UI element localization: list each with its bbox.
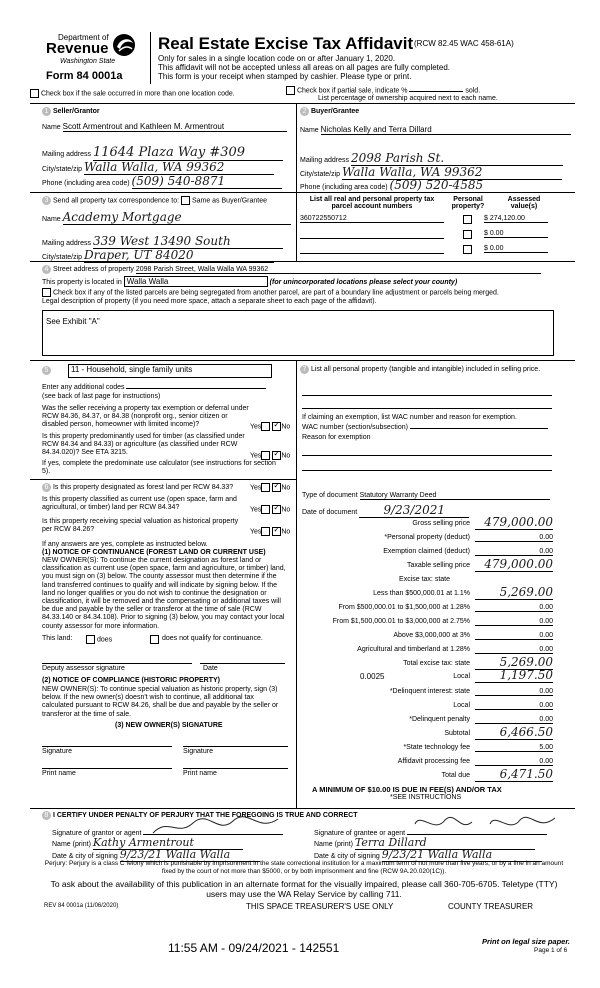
perjury-note: Perjury: Perjury is a class C felony which is punishable by imprisonment in the state correctional institution for a maximum term of not more than five years, or by a fine in an amount fixed by the court of not more than $5000, or by both imprisonment and fine (RCW 9A.20.020(1C)). bbox=[44, 860, 564, 875]
delinquent-state-field[interactable]: 0.00 bbox=[475, 688, 553, 696]
local-field[interactable]: 1,197.50 bbox=[475, 668, 553, 683]
delinquent-local-label: Local bbox=[453, 702, 470, 709]
taxable-field[interactable]: 479,000.00 bbox=[475, 557, 553, 572]
parcels-col-assessed: Assessed value(s) bbox=[507, 196, 541, 210]
grantee-name-field[interactable]: Terra Dillard bbox=[355, 836, 535, 850]
assessed-value-field[interactable]: $ 274,120.00 bbox=[484, 215, 548, 223]
wac-label: WAC number (section/subsection) bbox=[302, 424, 408, 431]
new-owner-signature-title: (3) NEW OWNER(S) SIGNATURE bbox=[115, 722, 223, 729]
local-rate: 0.0025 bbox=[360, 672, 385, 681]
seller-city-label: City/state/zip bbox=[42, 166, 83, 173]
total-due-label: Total due bbox=[441, 772, 470, 779]
grantee-date-label: Date & city of signing bbox=[314, 853, 380, 860]
located-label: This property is located in bbox=[42, 279, 122, 286]
tier4-label: Above $3,000,000 at 3% bbox=[393, 632, 470, 639]
grantee-signature-drawing bbox=[410, 810, 560, 836]
use-code-select[interactable]: 11 - Household, single family units bbox=[68, 364, 272, 378]
seller-name-field[interactable]: Scott Armentrout and Kathleen M. Armentrout bbox=[63, 122, 287, 132]
section-2-number: 2 bbox=[300, 107, 309, 116]
notice-continuance-body: NEW OWNER(S): To continue the current designation as forest land or classification as current use (open space, farm and agriculture, or timber) land, you must sign on (3) below. The county assessor must then determine if the land transferred continues to qualify and will indicate by signing below. If the land no longer qualifies or you do not wish to continue the designation or classification, it will be removed and the compensating or additional taxes will be due and payable by the seller or transferor at the time of sale (RCW 84.33.140 or 84.34.108). Prior to signing (3) below, you may contact your local county assessor for more information. bbox=[42, 557, 286, 630]
additional-codes-label: Enter any additional codes bbox=[42, 384, 125, 391]
personal-label: *Personal property (deduct) bbox=[384, 534, 470, 541]
processing-fee-field[interactable]: 0.00 bbox=[475, 758, 553, 766]
dept-brand: Revenue bbox=[46, 40, 109, 57]
grantor-date-label: Date & city of signing bbox=[52, 853, 118, 860]
predominate-use-note: If yes, complete the predominate use calculator (see instructions for section 5). bbox=[42, 460, 276, 475]
see-instructions: *SEE INSTRUCTIONS bbox=[390, 794, 462, 801]
current-use-no-checkbox[interactable] bbox=[272, 505, 281, 514]
no-label: No bbox=[281, 452, 291, 460]
correspondence-label: Send all property tax correspondence to: bbox=[52, 197, 180, 205]
tax-calculation bbox=[300, 517, 555, 807]
tech-fee-label: *State technology fee bbox=[403, 744, 470, 751]
treasurer-use-label: THIS SPACE TREASURER'S USE ONLY bbox=[246, 902, 394, 911]
grantor-date-field[interactable]: 9/23/21 Walla Walla bbox=[120, 848, 260, 862]
delinquent-local-field[interactable]: 0.00 bbox=[475, 702, 553, 710]
does-checkbox[interactable] bbox=[86, 635, 95, 644]
seller-phone-field[interactable]: (509) 540-8871 bbox=[132, 174, 282, 189]
buyer-city-label: City/state/zip bbox=[300, 171, 341, 178]
exemption-field[interactable]: 0.00 bbox=[475, 548, 553, 556]
exemption-question: Was the seller receiving a property tax exemption or deferral under RCW 84.36, 84.37, or 84.38 (nonprofit org., senior citizen or disabled person, homeowner with limited income)? bbox=[42, 405, 249, 428]
seller-mail-label: Mailing address bbox=[42, 151, 92, 158]
section-8-number: 8 bbox=[42, 811, 51, 820]
owner-print-name-label-1: Print name bbox=[42, 770, 76, 777]
penalty-label: *Delinquent penalty bbox=[409, 716, 470, 723]
form-title: Real Estate Excise Tax Affidavit bbox=[158, 34, 414, 53]
subtitle-1: Only for sales in a single location code on or after January 1, 2020. bbox=[158, 54, 396, 63]
parcels-col-numbers: List all real and personal property tax parcel account numbers bbox=[309, 196, 435, 210]
does-not-label: does not qualify for continuance. bbox=[162, 635, 263, 642]
segregated-checkbox[interactable] bbox=[42, 288, 51, 297]
partial-sale-percent[interactable] bbox=[409, 91, 463, 92]
yes-label: Yes bbox=[250, 484, 262, 492]
personal-property-checkbox[interactable] bbox=[463, 245, 472, 254]
tier1-label: Less than $500,000.01 at 1.1% bbox=[373, 590, 470, 597]
seller-name-label: Name bbox=[42, 124, 61, 131]
delinquent-state-label: *Delinquent interest: state bbox=[389, 688, 470, 695]
subtitle-3: This form is your receipt when stamped by cashier. Please type or print. bbox=[158, 72, 412, 81]
section-7-number: 7 bbox=[300, 365, 309, 374]
tier3-field[interactable]: 0.00 bbox=[475, 618, 553, 626]
partial-sale-checkbox[interactable] bbox=[286, 86, 295, 95]
forest-question: Is this property designated as forest land per RCW 84.33? bbox=[52, 484, 234, 491]
parcels-col-personal: Personal property? bbox=[451, 196, 485, 210]
notice-compliance-title: (2) NOTICE OF COMPLIANCE (HISTORIC PROPERTY) bbox=[42, 677, 220, 684]
legal-paper-note: Print on legal size paper. bbox=[482, 937, 570, 946]
yes-answers-note: If any answers are yes, complete as instructed below. bbox=[42, 541, 208, 548]
alt-format-note: To ask about the availability of this publication in an alternate format for the visually impaired, please call 360-705-6705. Teletype (TTY) users may use the WA Relay Service by calling 711. bbox=[50, 879, 558, 899]
historic-no-checkbox[interactable] bbox=[272, 527, 281, 536]
notice-compliance-body: NEW OWNER(S): To continue special valuation as historic property, sign (3) below. If the new owner(s) doesn't wish to continue, all additional tax calculated pursuant to RCW 84.26, shall be due and payable by the seller or transferor at the time of sale. bbox=[42, 686, 279, 718]
same-as-buyer-label: Same as Buyer/Grantee bbox=[191, 197, 268, 205]
notice-continuance-title: (1) NOTICE OF CONTINUANCE (FOREST LAND OR CURRENT USE) bbox=[42, 549, 266, 556]
deputy-date-label: Date bbox=[203, 665, 218, 672]
partial-sale-label: Check box if partial sale, indicate % bbox=[296, 87, 408, 95]
tier5-field[interactable]: 0.00 bbox=[475, 646, 553, 654]
local-label: Local bbox=[453, 673, 470, 680]
total-state-label: Total excise tax: state bbox=[403, 660, 470, 667]
forest-no-checkbox[interactable] bbox=[272, 483, 281, 492]
timber-question: Is this property predominantly used for timber (as classified under RCW 84.34 and 84.33) or agriculture (as classified under RCW 84.34.020)? See ETA 3215. bbox=[42, 433, 245, 456]
timber-no-checkbox[interactable] bbox=[272, 451, 281, 460]
buyer-heading: Buyer/Grantee bbox=[310, 108, 360, 115]
seller-mail-field[interactable]: 11644 Plaza Way #309 bbox=[93, 145, 283, 161]
correspondence-city-label: City/state/zip bbox=[42, 254, 83, 261]
correspondence-city-field[interactable]: Draper, UT 84020 bbox=[84, 248, 274, 263]
excise-state-label: Excise tax: state bbox=[399, 576, 450, 583]
tech-fee-field[interactable]: 5.00 bbox=[475, 744, 553, 752]
subtotal-label: Subtotal bbox=[444, 730, 470, 737]
gross-label: Gross selling price bbox=[412, 520, 470, 527]
buyer-mail-field[interactable]: 2098 Parish St. bbox=[351, 151, 563, 166]
no-label: No bbox=[281, 484, 291, 492]
parcel-number-field[interactable] bbox=[300, 230, 444, 239]
total-due-field[interactable]: 6,471.50 bbox=[475, 767, 553, 782]
buyer-phone-label: Phone (including area code) bbox=[300, 184, 388, 191]
grantee-date-field[interactable]: 9/23/21 Walla Walla bbox=[382, 848, 542, 862]
taxable-label: Taxable selling price bbox=[406, 562, 470, 569]
seller-heading: Seller/Grantor bbox=[52, 108, 100, 115]
buyer-city-field[interactable]: Walla Walla, WA 99362 bbox=[342, 165, 562, 180]
legal-label: Legal description of property (if you need more space, attach a separate sheet to each page of the affidavit). bbox=[42, 298, 377, 305]
does-not-checkbox[interactable] bbox=[150, 635, 159, 644]
grantor-signature-label: Signature of grantor or agent bbox=[52, 830, 142, 837]
correspondence-mail-field[interactable]: 339 West 13490 South bbox=[93, 234, 283, 249]
legal-description-box[interactable] bbox=[42, 310, 554, 356]
buyer-name-label: Name bbox=[300, 127, 319, 134]
yes-label: Yes bbox=[250, 423, 262, 431]
does-label: does bbox=[96, 636, 113, 644]
dept-line1: Department of bbox=[58, 33, 109, 42]
personal-property-checkbox[interactable] bbox=[463, 230, 472, 239]
seller-city-field[interactable]: Walla Walla, WA 99362 bbox=[84, 160, 274, 175]
grantor-signature-drawing bbox=[148, 815, 288, 839]
yes-label: Yes bbox=[250, 452, 262, 460]
grantor-name-label: Name (print) bbox=[52, 841, 91, 848]
section-1-number: 1 bbox=[42, 107, 51, 116]
personal-property-checkbox[interactable] bbox=[463, 215, 472, 224]
county-treasurer-label: COUNTY TREASURER bbox=[448, 902, 534, 911]
ownership-note: List percentage of ownership acquired next to each name. bbox=[318, 95, 498, 102]
buyer-phone-field[interactable]: (509) 520-4585 bbox=[390, 178, 550, 193]
correspondence-name-field[interactable]: Academy Mortgage bbox=[63, 210, 291, 225]
parcel-row bbox=[300, 230, 560, 242]
owner-signature-label-2: Signature bbox=[183, 748, 213, 755]
correspondence-mail-label: Mailing address bbox=[42, 240, 92, 247]
codes-note: (see back of last page for instructions) bbox=[42, 393, 161, 400]
no-label: No bbox=[281, 506, 291, 514]
no-label: No bbox=[281, 528, 291, 536]
page-number: Page 1 of 6 bbox=[534, 947, 568, 954]
parcel-number-field[interactable]: 360722550712 bbox=[300, 215, 444, 223]
exemption-yes-checkbox[interactable] bbox=[261, 422, 270, 431]
owner-print-name-label-2: Print name bbox=[183, 770, 217, 777]
cashier-stamp: 11:55 AM - 09/24/2021 - 142551 bbox=[168, 941, 340, 955]
located-select[interactable]: Walla Walla bbox=[124, 276, 268, 287]
no-label: No bbox=[281, 423, 291, 431]
form-rcw: (RCW 82.45 WAC 458-61A) bbox=[414, 39, 514, 48]
grantee-signature-label: Signature of grantee or agent bbox=[314, 830, 406, 837]
sold-label: sold. bbox=[465, 87, 481, 95]
penalty-field[interactable]: 0.00 bbox=[475, 716, 553, 724]
tier5-label: Agricultural and timberland at 1.28% bbox=[357, 646, 470, 653]
yes-label: Yes bbox=[250, 506, 262, 514]
this-land-label: This land: bbox=[42, 635, 73, 642]
current-use-question: Is this property classified as current use (open space, farm and agricultural, or timber) land per RCW 84.34? bbox=[42, 496, 237, 511]
street-label: Street address of property bbox=[52, 266, 134, 273]
buyer-mail-label: Mailing address bbox=[300, 157, 350, 164]
timber-yes-checkbox[interactable] bbox=[261, 451, 270, 460]
dept-state: Washington State bbox=[60, 58, 116, 65]
doc-date-field[interactable]: 9/23/2021 bbox=[359, 503, 469, 518]
multi-location-checkbox[interactable] bbox=[30, 89, 39, 98]
personal-field[interactable]: 0.00 bbox=[475, 534, 553, 542]
seller-phone-label: Phone (including area code) bbox=[42, 180, 130, 187]
historic-yes-checkbox[interactable] bbox=[261, 527, 270, 536]
section-5-number: 5 bbox=[42, 366, 51, 375]
legal-description-text: See Exhibit "A" bbox=[46, 317, 100, 326]
doc-type-field[interactable]: Statutory Warranty Deed bbox=[360, 492, 550, 500]
historic-question: Is this property receiving special valuation as historical property per RCW 84.26? bbox=[42, 518, 239, 533]
additional-codes-field[interactable] bbox=[126, 388, 266, 389]
gross-field[interactable]: 479,000.00 bbox=[475, 515, 553, 530]
dor-logo bbox=[44, 30, 144, 85]
tier2-label: From $500,000.01 to $1,500,000 at 1.28% bbox=[338, 604, 470, 611]
doc-type-label: Type of document bbox=[302, 492, 358, 499]
section-4-number: 4 bbox=[42, 265, 51, 274]
wac-field[interactable] bbox=[410, 428, 548, 429]
located-note: (for unincorporated locations please select your county) bbox=[269, 279, 458, 286]
rev-number: REV 84 0001a (11/06/2020) bbox=[44, 903, 119, 909]
subtitle-2: This affidavit will not be accepted unless all areas on all pages are fully completed. bbox=[158, 63, 451, 72]
same-as-buyer-checkbox[interactable] bbox=[181, 196, 190, 205]
personal-property-prompt: List all personal property (tangible and intangible) included in selling price. bbox=[310, 366, 541, 373]
assessed-value-field[interactable]: $ 0.00 bbox=[484, 230, 548, 238]
doc-date-label: Date of document bbox=[302, 509, 358, 516]
parcel-number-field[interactable] bbox=[300, 245, 444, 254]
yes-label: Yes bbox=[250, 528, 262, 536]
correspondence-name-label: Name bbox=[42, 216, 61, 223]
form-number: Form 84 0001a bbox=[46, 70, 123, 82]
tier2-field[interactable]: 0.00 bbox=[475, 604, 553, 612]
segregated-label: Check box if any of the listed parcels are being segregated from another parcel, are part of a boundary line adjustment or parcels being merged. bbox=[52, 289, 499, 297]
owner-signature-label-1: Signature bbox=[42, 748, 72, 755]
exemption-claim-prompt: If claiming an exemption, list WAC number and reason for exemption. bbox=[302, 414, 517, 421]
deputy-signature-label: Deputy assessor signature bbox=[42, 665, 125, 672]
tier1-field[interactable]: 5,269.00 bbox=[475, 585, 553, 600]
parcel-row bbox=[300, 245, 560, 257]
exemption-label: Exemption claimed (deduct) bbox=[383, 548, 470, 555]
buyer-name-field[interactable]: Nicholas Kelly and Terra Dillard bbox=[321, 125, 571, 135]
assessed-value-field[interactable]: $ 0.00 bbox=[484, 245, 548, 253]
section-3-number: 3 bbox=[42, 196, 51, 205]
exemption-reason-label: Reason for exemption bbox=[302, 434, 371, 441]
forest-yes-checkbox[interactable] bbox=[261, 483, 270, 492]
revenue-swirl-icon bbox=[110, 32, 138, 58]
multi-location-label: Check box if the sale occurred in more than one location code. bbox=[40, 90, 235, 98]
processing-fee-label: Affidavit processing fee bbox=[397, 758, 470, 765]
tier3-label: From $1,500,000.01 to $3,000,000 at 2.75% bbox=[332, 618, 470, 625]
grantor-name-field[interactable]: Kathy Armentrout bbox=[93, 836, 243, 850]
minimum-note: A MINIMUM OF $10.00 IS DUE IN FEE(S) AND/OR TAX bbox=[312, 785, 502, 794]
parcel-row bbox=[300, 215, 560, 227]
section-6-number: 6 bbox=[42, 483, 51, 492]
subtotal-field[interactable]: 6,466.50 bbox=[475, 725, 553, 740]
total-state-field[interactable]: 5,269.00 bbox=[475, 655, 553, 670]
tier4-field[interactable]: 0.00 bbox=[475, 632, 553, 640]
grantee-name-label: Name (print) bbox=[314, 841, 353, 848]
exemption-no-checkbox[interactable] bbox=[272, 422, 281, 431]
current-use-yes-checkbox[interactable] bbox=[261, 505, 270, 514]
street-field[interactable]: 2098 Parish Street, Walla Walla WA 99362 bbox=[136, 266, 541, 274]
certify-heading: I CERTIFY UNDER PENALTY OF PERJURY THAT THE FOREGOING IS TRUE AND CORRECT bbox=[52, 812, 358, 819]
